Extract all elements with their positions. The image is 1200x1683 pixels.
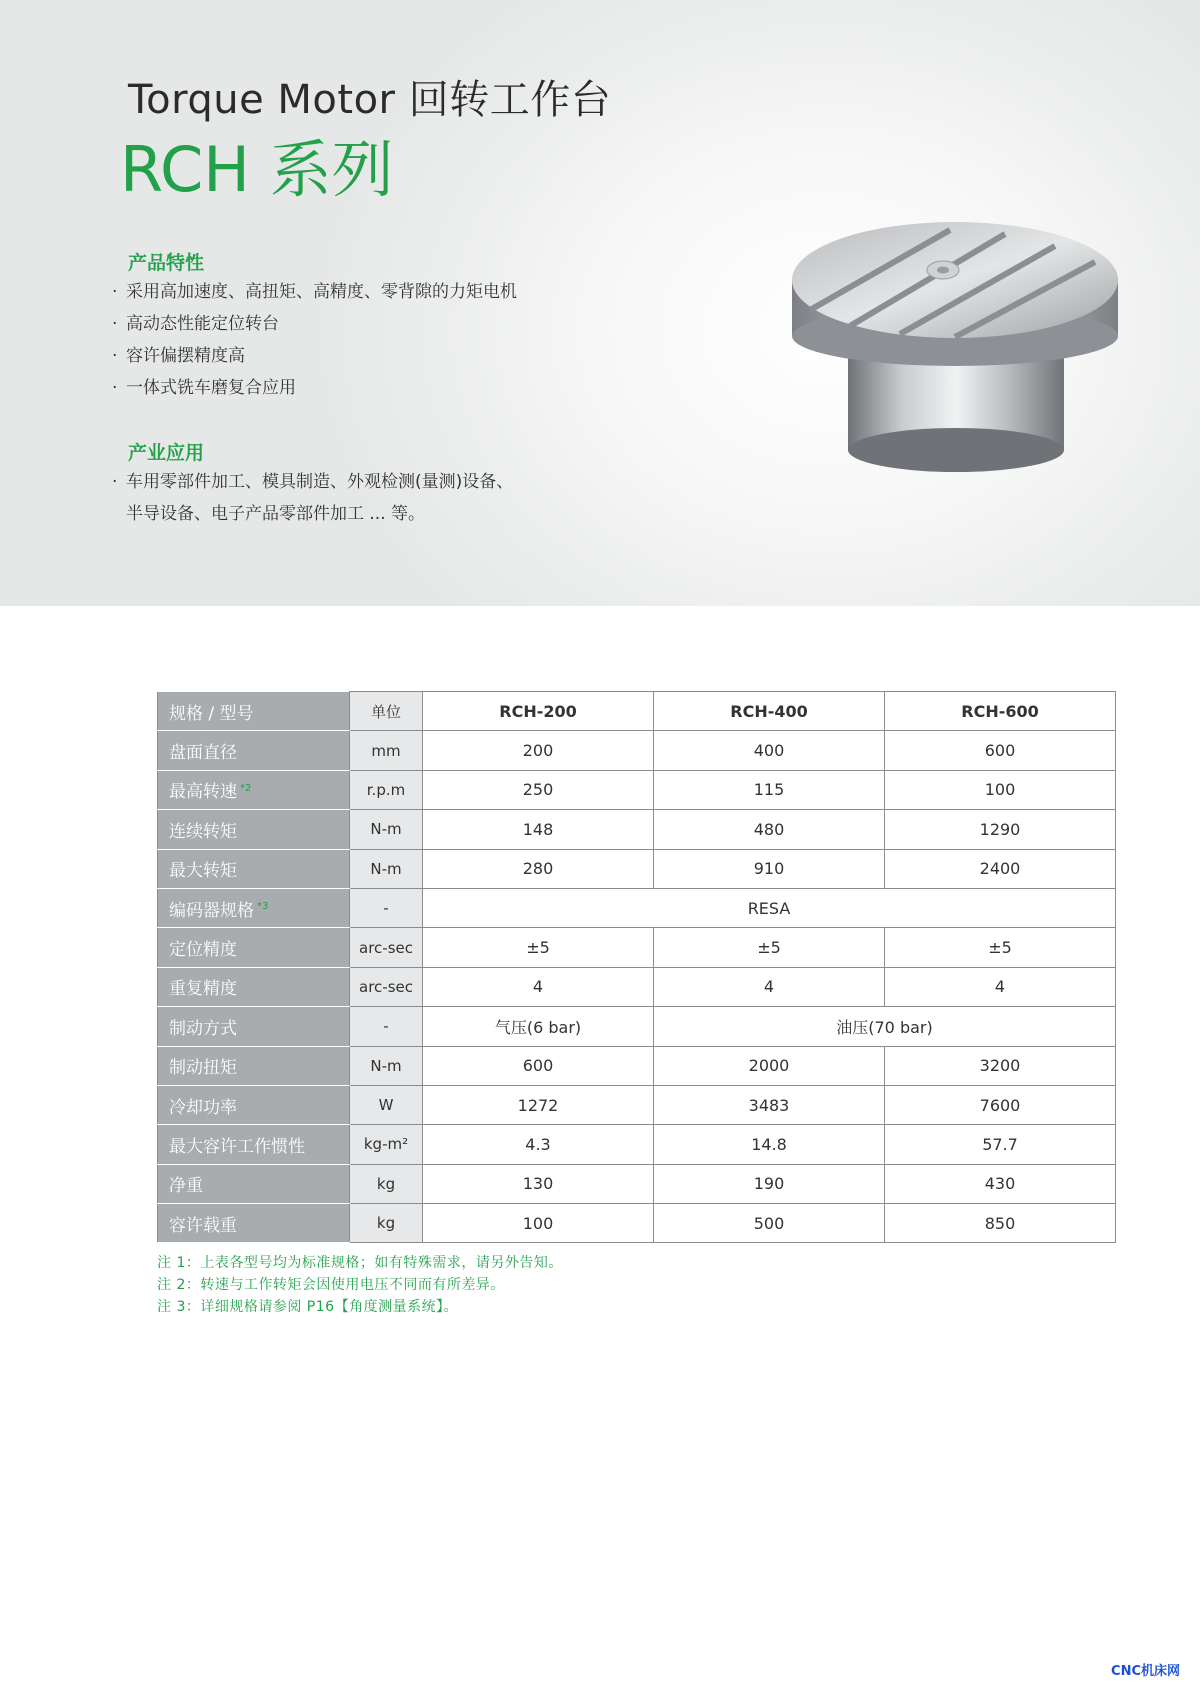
model-rch-200: RCH-200 [423, 692, 654, 731]
footnote: 注 3：详细规格请参阅 P16【角度测量系统】。 [157, 1299, 459, 1315]
table-row: 编码器规格 $^{*3}$ - RESA [158, 888, 1116, 927]
table-row: 冷却功率 W 1272 3483 7600 [158, 1085, 1116, 1124]
table-row: 连续转矩 N-m 148 480 1290 [158, 810, 1116, 849]
table-row: 制动扭矩 N-m 600 2000 3200 [158, 1046, 1116, 1085]
watermark: CNC机床网 [1111, 1664, 1180, 1679]
model-rch-600: RCH-600 [885, 692, 1116, 731]
features-list [112, 276, 517, 404]
table-row: 制动方式 - 气压(6 bar) 油压(70 bar) [158, 1007, 1116, 1046]
applications-text: · 车用零部件加工、模具制造、外观检测(量测)设备、 半导设备、电子产品零部件加工 ... 等。 [112, 472, 514, 524]
table-row: 盘面直径 mm 200 400 600 [158, 731, 1116, 770]
table-row: 容许载重 kg 100 500 850 [158, 1204, 1116, 1243]
table-row: 最大转矩 N-m 280 910 2400 [158, 849, 1116, 888]
list-item: · 高动态性能定位转台 [112, 314, 279, 334]
table-row: 重复精度 arc-sec 4 4 4 [158, 967, 1116, 1006]
table-header-row: 规格 / 型号 单位 RCH-200 RCH-400 RCH-600 [158, 692, 1116, 731]
list-item: · 容许偏摆精度高 [112, 346, 245, 366]
footnote: 注 1：上表各型号均为标准规格；如有特殊需求，请另外告知。 [157, 1255, 563, 1271]
footnote-marker: *3 [257, 900, 269, 912]
footnote-marker: *2 [240, 782, 252, 794]
footnotes [157, 1252, 563, 1318]
applications-heading: 产业应用 [128, 442, 205, 464]
footnote: 注 2：转速与工作转矩会因使用电压不同而有所差异。 [157, 1277, 505, 1293]
rotary-table-image [790, 210, 1120, 490]
model-rch-400: RCH-400 [654, 692, 885, 731]
series-title: RCH 系列 [120, 133, 394, 206]
spec-table [157, 691, 1116, 1243]
table-row: 净重 kg 130 190 430 [158, 1164, 1116, 1203]
list-item: · 采用高加速度、高扭矩、高精度、零背隙的力矩电机 [112, 282, 517, 302]
list-item: · 一体式铣车磨复合应用 [112, 378, 296, 398]
table-row: 定位精度 arc-sec ±5 ±5 ±5 [158, 928, 1116, 967]
table-row: 最大容许工作惯性 kg-m² 4.3 14.8 57.7 [158, 1125, 1116, 1164]
features-heading: 产品特性 [128, 252, 205, 274]
table-row: 最高转速 $^{*2}$ r.p.m 250 115 100 [158, 770, 1116, 809]
page-title: Torque Motor 回转工作台 [128, 77, 612, 123]
